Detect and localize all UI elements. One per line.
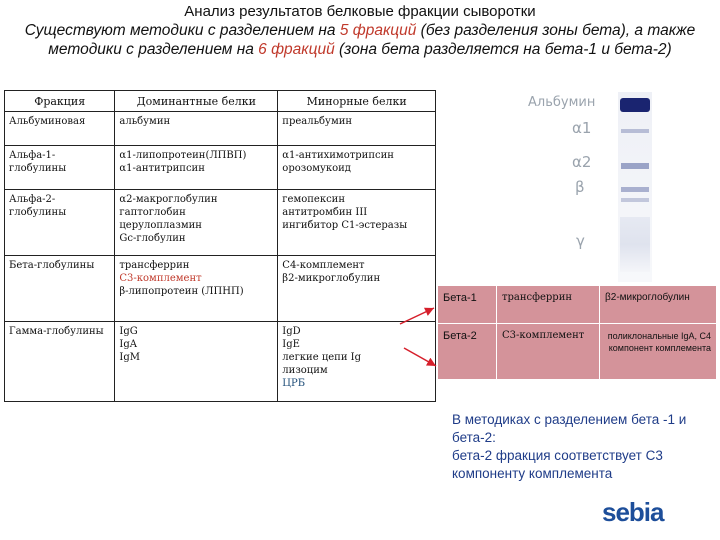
protein-item: IgM [119, 352, 140, 363]
sebia-logo: sebia [602, 497, 664, 527]
title-text-b: (без разделения зоны бета), а также методики с разделением на [48, 22, 696, 58]
side-cell-fraction: Бета-1 [438, 286, 497, 324]
protein-item: α2-макроглобулин [119, 194, 218, 205]
cell-dominant [115, 190, 278, 256]
protein-item: альбумин [119, 116, 171, 127]
cell-dominant [115, 146, 278, 190]
protein-item: β2-микроглобулин [282, 273, 381, 284]
protein-fractions-table [4, 90, 436, 402]
protein-item: орозомукоид [282, 163, 351, 174]
protein-item: легкие цепи Ig [282, 352, 362, 363]
side-cell-main: C3-комплемент [497, 324, 600, 380]
protein-item: гемопексин [282, 194, 346, 205]
cell-fraction: Альфа-1-глобулины [5, 146, 115, 190]
gel-band-beta1 [621, 187, 649, 192]
protein-item: α1-антихимотрипсин [282, 150, 394, 161]
cell-fraction: Гамма-глобулины [5, 322, 115, 402]
title-line-1: Анализ результатов белковые фракции сыворотки [184, 3, 536, 20]
gel-label-alpha2: α2 [572, 153, 592, 171]
arrows [398, 300, 442, 380]
header-minor: Минорные белки [278, 91, 436, 112]
title-highlight-6: 6 фракций [258, 41, 335, 58]
protein-item-highlight: C3-комплемент [119, 273, 202, 284]
gel-lane [612, 92, 658, 282]
side-cell-extra: поликлональные IgA, C4 компонент комплемента [600, 324, 717, 380]
protein-item: ЦРБ [282, 378, 306, 389]
gel-band-alpha1 [621, 129, 649, 133]
cell-minor [278, 146, 436, 190]
gel-label-albumin: Альбумин [528, 95, 596, 110]
protein-item: антитромбин III [282, 207, 368, 218]
table-header-row [5, 91, 436, 112]
protein-item: преальбумин [282, 116, 353, 127]
protein-item: ингибитор C1-эстеразы [282, 220, 408, 231]
gel-band-albumin [620, 98, 650, 112]
cell-fraction: Бета-глобулины [5, 256, 115, 322]
title-text-c: (зона бета разделяется на бета-1 и бета-2) [334, 41, 672, 58]
protein-item: α1-липопротеин(ЛПВП) [119, 150, 247, 161]
slide-title [0, 2, 720, 59]
gel-band-beta2 [621, 198, 649, 202]
beta-split-table [437, 285, 717, 380]
side-row [438, 286, 717, 324]
protein-item: α1-антитрипсин [119, 163, 205, 174]
protein-item: IgG [119, 326, 138, 337]
title-highlight-5: 5 фракций [339, 22, 417, 39]
protein-item: гаптоглобин [119, 207, 186, 218]
header-dominant: Доминантные белки [115, 91, 278, 112]
side-cell-extra: β2-микроглобулин [600, 286, 717, 324]
note-line-2: бета-2 фракция соответствует C3 компоненту комплемента [452, 448, 663, 481]
protein-item: IgA [119, 339, 137, 350]
gel-label-beta: β [575, 178, 585, 196]
header-fraction: Фракция [5, 91, 115, 112]
protein-item: лизоцим [282, 365, 328, 376]
cell-dominant [115, 256, 278, 322]
gel-band-gamma [620, 217, 650, 272]
cell-minor [278, 190, 436, 256]
beta2-note [452, 411, 712, 483]
arrow-to-beta2 [404, 348, 436, 366]
cell-fraction: Альфа-2-глобулины [5, 190, 115, 256]
table-row [5, 190, 436, 256]
gel-band-alpha2 [621, 163, 649, 169]
title-subtitle [0, 21, 720, 59]
protein-item: трансферрин [119, 260, 190, 271]
side-row [438, 324, 717, 380]
cell-fraction: Альбуминовая [5, 112, 115, 146]
side-cell-fraction: Бета-2 [438, 324, 497, 380]
protein-item: Gc-глобулин [119, 233, 186, 244]
note-line-1: В методиках с разделением бета -1 и бета-2: [452, 412, 687, 445]
side-cell-main: трансферрин [497, 286, 600, 324]
gel-label-alpha1: α1 [572, 119, 592, 137]
title-text-a: Существуют методики с разделением на [24, 22, 340, 39]
table-row [5, 256, 436, 322]
table-row [5, 322, 436, 402]
protein-item: β-липопротеин (ЛПНП) [119, 286, 244, 297]
table-row [5, 112, 436, 146]
table-row [5, 146, 436, 190]
gel-label-gamma: γ [576, 232, 585, 250]
protein-item: IgD [282, 326, 301, 337]
cell-dominant [115, 322, 278, 402]
protein-item: IgE [282, 339, 300, 350]
protein-item: церулоплазмин [119, 220, 202, 231]
cell-minor [278, 112, 436, 146]
arrow-to-beta1 [400, 308, 434, 324]
protein-item: C4-комплемент [282, 260, 365, 271]
cell-dominant [115, 112, 278, 146]
